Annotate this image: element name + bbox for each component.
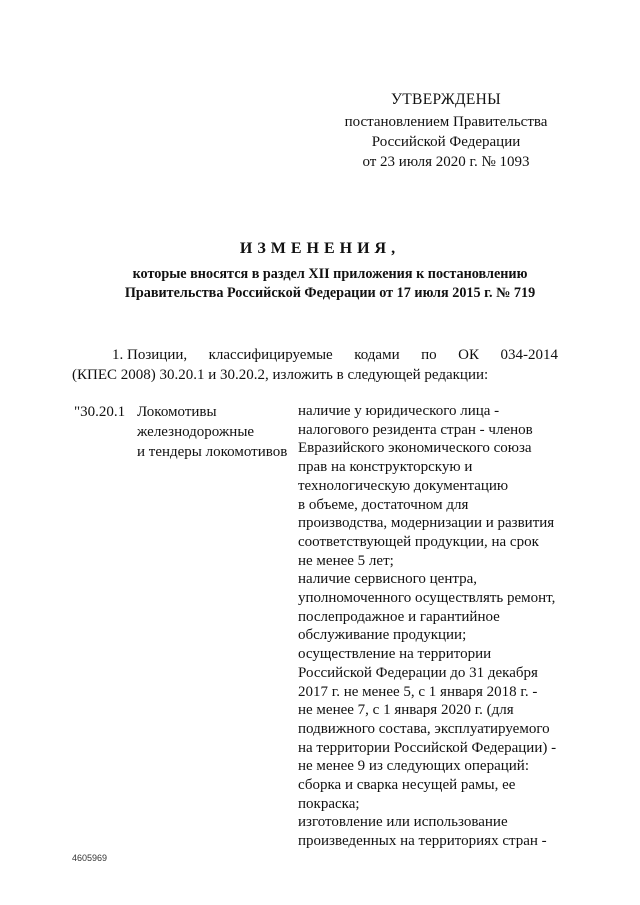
- approval-line: Российской Федерации: [371, 134, 521, 150]
- condition-line: подвижного состава, эксплуатируемого: [298, 720, 550, 737]
- document-title: ИЗМЕНЕНИЯ,: [239, 240, 401, 257]
- condition-line: соответствующей продукции, на срок: [298, 533, 539, 550]
- product-line: и тендеры локомотивов: [137, 444, 288, 460]
- document-subtitle: [60, 265, 600, 303]
- condition-line: не менее 7, с 1 января 2020 г. (для: [298, 702, 514, 719]
- paragraph-word: 034-2014: [500, 347, 558, 363]
- approval-line: от 23 июля 2020 г. № 1093: [362, 154, 530, 170]
- condition-line: наличие у юридического лица -: [298, 403, 500, 419]
- paragraph-line-1: [72, 345, 558, 365]
- paragraph-word: по: [421, 347, 437, 363]
- product-line: Локомотивы: [137, 404, 217, 420]
- condition-line: осуществление на территории: [298, 646, 492, 663]
- condition-line: Евразийского экономического союза: [298, 440, 532, 457]
- condition-line: технологическую документацию: [298, 477, 509, 494]
- approval-line: постановлением Правительства: [344, 114, 548, 130]
- paragraph-line-2: (КПЕС 2008) 30.20.1 и 30.20.2, изложить в следующей редакции:: [72, 367, 489, 383]
- condition-line: сборка и сварка несущей рамы, ее: [298, 777, 516, 794]
- condition-line: Российской Федерации до 31 декабря: [298, 664, 538, 681]
- condition-line: изготовление или использование: [298, 814, 508, 831]
- condition-line: уполномоченного осуществлять ремонт,: [298, 590, 556, 607]
- paragraph-word: 1. Позиции,: [112, 347, 188, 363]
- approval-block: [336, 90, 556, 172]
- subtitle-line: Правительства Российской Федерации от 17 июля 2015 г. № 719: [124, 285, 536, 301]
- paragraph-word: ОК: [458, 347, 479, 363]
- entry-code: "30.20.1: [74, 404, 126, 420]
- approval-heading: УТВЕРЖДЕНЫ: [391, 91, 501, 108]
- condition-line: не менее 9 из следующих операций:: [298, 758, 529, 775]
- document-number: 4605969: [72, 853, 108, 863]
- condition-line: обслуживание продукции;: [298, 627, 467, 644]
- condition-line: прав на конструкторскую и: [298, 459, 473, 476]
- paragraph-word: классифицируемые: [208, 347, 333, 363]
- condition-line: налогового резидента стран - членов: [298, 421, 533, 438]
- entry-conditions: [298, 402, 556, 851]
- condition-line: 2017 г. не менее 5, с 1 января 2018 г. -: [298, 683, 538, 700]
- condition-line: производства, модернизации и развития: [298, 515, 555, 532]
- product-line: железнодорожные: [137, 424, 255, 440]
- condition-line: на территории Российской Федерации) -: [298, 739, 557, 756]
- condition-line: не менее 5 лет;: [298, 552, 394, 569]
- subtitle-line: которые вносятся в раздел XII приложения к постановлению: [132, 266, 528, 282]
- paragraph-1: [72, 345, 558, 385]
- condition-line: в объеме, достаточном для: [298, 496, 469, 513]
- paragraph-word: кодами: [354, 347, 400, 363]
- condition-line: покраска;: [298, 795, 360, 812]
- entry-product: [137, 402, 287, 462]
- condition-line: произведенных на территориях стран -: [298, 833, 547, 850]
- condition-line: наличие сервисного центра,: [298, 571, 477, 588]
- condition-line: послепродажное и гарантийное: [298, 608, 500, 625]
